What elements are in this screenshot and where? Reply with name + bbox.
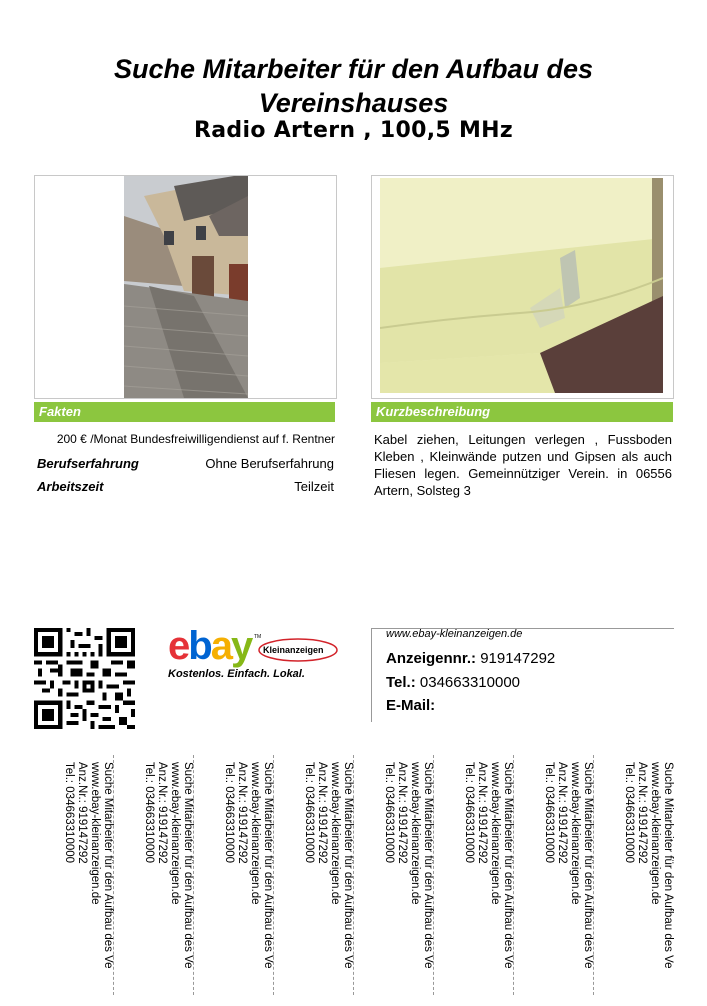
tearoff-line4: Tel.: 034663310000 <box>463 762 475 864</box>
tearoff-line4: Tel.: 034663310000 <box>383 762 395 864</box>
page-subtitle: Radio Artern , 100,5 MHz <box>194 118 513 143</box>
tearoff-separator <box>273 755 274 995</box>
tearoff-separator <box>193 755 194 995</box>
tearoff-line1: Suche Mitarbeiter für den Aufbau des Ve <box>342 762 354 969</box>
tearoff-line1: Suche Mitarbeiter für den Aufbau des Ve <box>502 762 514 969</box>
tearoff-line2: www.ebay-kleinanzeigen.de <box>169 762 181 905</box>
trademark-mark: TM <box>254 634 262 640</box>
tearoff-line4: Tel.: 034663310000 <box>63 762 75 864</box>
tearoff-line3: Anz.Nr.: 919147292 <box>476 762 488 864</box>
slogan: Kostenlos. Einfach. Lokal. <box>168 668 305 680</box>
phone-line <box>386 674 520 691</box>
tearoff-strip[interactable] <box>34 742 114 999</box>
tearoff-strip[interactable] <box>114 742 194 999</box>
tearoff-separator <box>593 755 594 995</box>
tearoff-line2: www.ebay-kleinanzeigen.de <box>329 762 341 905</box>
tearoff-line1: Suche Mitarbeiter für den Aufbau des Ve <box>422 762 434 969</box>
tearoff-line2: www.ebay-kleinanzeigen.de <box>489 762 501 905</box>
tearoff-text <box>354 762 434 1006</box>
tearoff-strip[interactable] <box>594 742 674 999</box>
street-photo <box>124 176 248 398</box>
email-label: E-Mail: <box>386 697 436 714</box>
tearoff-text <box>514 762 594 1006</box>
ebay-wordmark: ebay <box>168 624 252 668</box>
tearoff-line2: www.ebay-kleinanzeigen.de <box>409 762 421 905</box>
tearoff-line2: www.ebay-kleinanzeigen.de <box>249 762 261 905</box>
wall-photo-frame <box>371 175 674 399</box>
tearoff-strip[interactable] <box>434 742 514 999</box>
tearoff-strip[interactable] <box>274 742 354 999</box>
tearoff-line4: Tel.: 034663310000 <box>143 762 155 864</box>
worktime-label: Arbeitszeit <box>37 479 104 494</box>
experience-label: Berufserfahrung <box>37 456 139 471</box>
worktime-value: Teilzeit <box>294 479 334 494</box>
tearoff-line4: Tel.: 034663310000 <box>223 762 235 864</box>
tearoff-line3: Anz.Nr.: 919147292 <box>236 762 248 864</box>
email-line <box>386 697 435 714</box>
tearoff-text <box>114 762 194 1006</box>
tearoff-line4: Tel.: 034663310000 <box>303 762 315 864</box>
facts-heading: Fakten <box>34 402 335 422</box>
tearoff-line1: Suche Mitarbeiter für den Aufbau des Ve <box>182 762 194 969</box>
tearoff-line1: Suche Mitarbeiter für den Aufbau des Ve <box>662 762 674 969</box>
tearoff-line1: Suche Mitarbeiter für den Aufbau des Ve <box>582 762 594 969</box>
tearoff-line4: Tel.: 034663310000 <box>543 762 555 864</box>
tearoff-line1: Suche Mitarbeiter für den Aufbau des Ve <box>262 762 274 969</box>
salary-line: 200 € /Monat Bundesfreiwilligendienst auf f. Rentner <box>56 432 335 446</box>
tearoff-text <box>274 762 354 1006</box>
experience-value: Ohne Berufserfahrung <box>205 456 334 471</box>
page-title: Suche Mitarbeiter für den Aufbau des Vereinshauses <box>113 54 594 118</box>
phone-label: Tel.: <box>386 674 416 691</box>
tearoff-separator <box>113 755 114 995</box>
tearoff-separator <box>513 755 514 995</box>
tearoff-line3: Anz.Nr.: 919147292 <box>76 762 88 864</box>
tearoff-line1: Suche Mitarbeiter für den Aufbau des Ve <box>102 762 114 969</box>
ad-number-value: 919147292 <box>480 650 556 667</box>
tearoff-line2: www.ebay-kleinanzeigen.de <box>569 762 581 905</box>
qr-code <box>34 628 135 729</box>
wall-photo <box>380 178 663 393</box>
tearoff-line3: Anz.Nr.: 919147292 <box>156 762 168 864</box>
tearoff-line3: Anz.Nr.: 919147292 <box>316 762 328 864</box>
tearoff-text <box>34 762 114 1006</box>
tearoff-line2: www.ebay-kleinanzeigen.de <box>649 762 661 905</box>
street-photo-frame <box>34 175 337 399</box>
description-text: Kabel ziehen, Leitungen verlegen , Fussboden Kleben , Kleinwände putzen und Gipsen als auch Fliesen legen. Gemeinnütziger Verein. in 06556 Artern, Solsteg 3 <box>374 432 672 498</box>
tearoff-strip[interactable] <box>194 742 274 999</box>
tearoff-line4: Tel.: 034663310000 <box>623 762 635 864</box>
tearoff-separator <box>433 755 434 995</box>
tearoff-line2: www.ebay-kleinanzeigen.de <box>89 762 101 905</box>
tearoff-line3: Anz.Nr.: 919147292 <box>636 762 648 864</box>
ad-number-label: Anzeigennr.: <box>386 650 477 667</box>
kleinanzeigen-badge: Kleinanzeigen <box>263 645 324 655</box>
tearoff-strip[interactable] <box>514 742 594 999</box>
description-heading: Kurzbeschreibung <box>371 402 673 422</box>
tearoff-line3: Anz.Nr.: 919147292 <box>396 762 408 864</box>
tearoff-line3: Anz.Nr.: 919147292 <box>556 762 568 864</box>
phone-value: 034663310000 <box>419 674 521 691</box>
tearoff-text <box>594 762 674 1006</box>
tearoff-text <box>434 762 514 1006</box>
tearoff-text <box>194 762 274 1006</box>
ad-number-line <box>386 650 555 667</box>
website-url[interactable]: www.ebay-kleinanzeigen.de <box>386 628 523 640</box>
tearoff-separator <box>353 755 354 995</box>
tearoff-strip[interactable] <box>354 742 434 999</box>
